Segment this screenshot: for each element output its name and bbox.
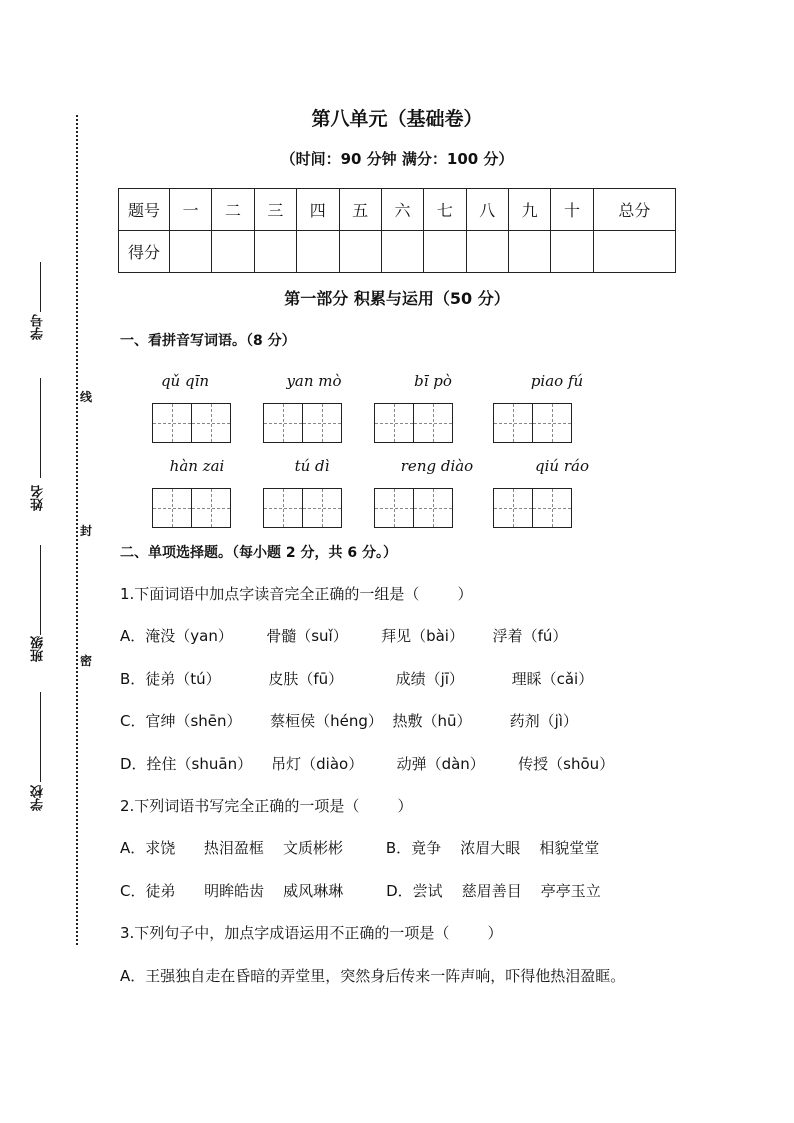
table-cell: 九 (509, 189, 551, 231)
table-cell: 二 (212, 189, 254, 231)
question-line: 3.下列句子中，加点字成语运用不正确的一项是（ ） (120, 924, 503, 942)
writing-grid[interactable] (263, 403, 342, 443)
cut-mark-secret: 密 (80, 654, 93, 668)
score-table (118, 188, 676, 273)
table-cell: 一 (170, 189, 212, 231)
writing-grid[interactable] (374, 403, 453, 443)
table-cell: 三 (254, 189, 296, 231)
score-row (119, 231, 676, 273)
table-cell: 总分 (593, 189, 675, 231)
writing-grid[interactable] (374, 488, 453, 528)
table-cell: 五 (339, 189, 381, 231)
table-cell: 得分 (119, 231, 170, 273)
school-blank (40, 692, 41, 782)
pinyin-label: piao fú (530, 372, 584, 390)
writing-grid[interactable] (152, 488, 231, 528)
table-cell: 题号 (119, 189, 170, 231)
score-cell[interactable] (424, 231, 466, 273)
cut-mark-seal: 封 (80, 524, 93, 538)
question-2-heading: 二、单项选择题。（每小题 2 分，共 6 分。） (120, 545, 397, 561)
question-line: 1.下面词语中加点字读音完全正确的一组是（ ） (120, 585, 473, 603)
score-cell[interactable] (593, 231, 675, 273)
class-label: 班级 (31, 636, 46, 662)
cut-mark-line: 线 (80, 390, 93, 404)
pinyin-label: tú dì (294, 457, 330, 475)
pinyin-label: reng diào (400, 457, 474, 475)
writing-grid[interactable] (152, 403, 231, 443)
table-cell: 八 (466, 189, 508, 231)
score-cell[interactable] (381, 231, 423, 273)
writing-grid[interactable] (263, 488, 342, 528)
table-cell: 七 (424, 189, 466, 231)
question-number-row (119, 189, 676, 231)
question-1-heading: 一、看拼音写词语。（8 分） (120, 333, 296, 349)
option-line: A．求饶 热泪盈框 文质彬彬 B．竟争 浓眉大眼 相貌堂堂 (120, 839, 600, 857)
student-id-label: 学号 (31, 314, 46, 340)
school-label: 学校 (31, 785, 46, 811)
option-line: C．徒弟 明眸皓齿 威风琳琳 D．尝试 慈眉善目 亭亭玉立 (120, 882, 601, 900)
name-blank (40, 378, 41, 478)
table-cell: 四 (297, 189, 339, 231)
pinyin-label: bī pò (414, 372, 452, 390)
pinyin-label: yan mò (286, 372, 342, 390)
option-line: B．徒弟（tú） 皮肤（fū） 成绩（jī） 理睬（cǎi） (120, 670, 594, 688)
score-cell[interactable] (170, 231, 212, 273)
score-cell[interactable] (212, 231, 254, 273)
pinyin-label: qiú ráo (535, 457, 589, 475)
pinyin-label: qǔ qīn (160, 372, 210, 390)
score-cell[interactable] (551, 231, 593, 273)
option-line: A．王强独自走在昏暗的弄堂里，突然身后传来一阵声响，吓得他热泪盈眶。 (120, 967, 626, 985)
option-line: D．拴住（shuān） 吊灯（diào） 动弹（dàn） 传授（shōu） (120, 755, 615, 773)
writing-grid[interactable] (493, 403, 572, 443)
pinyin-label: hàn zai (169, 457, 225, 475)
exam-time-score: （时间：90 分钟 满分：100 分） (280, 150, 514, 168)
question-line: 2.下列词语书写完全正确的一项是（ ） (120, 797, 413, 815)
score-cell[interactable] (297, 231, 339, 273)
table-cell: 六 (381, 189, 423, 231)
score-cell[interactable] (509, 231, 551, 273)
class-blank (40, 545, 41, 635)
binding-dotted-line (76, 115, 78, 945)
score-cell[interactable] (339, 231, 381, 273)
page-title: 第八单元（基础卷） (311, 108, 483, 130)
part-one-title: 第一部分 积累与运用（50 分） (284, 289, 510, 308)
option-line: A．淹没（yan） 骨髓（suǐ） 拜见（bài） 浮着（fú） (120, 627, 568, 645)
name-label: 姓名 (31, 485, 46, 511)
table-cell: 十 (551, 189, 593, 231)
option-line: C．官绅（shēn） 蔡桓侯（héng） 热敷（hū） 药剂（jì） (120, 712, 578, 730)
score-cell[interactable] (466, 231, 508, 273)
score-cell[interactable] (254, 231, 296, 273)
writing-grid[interactable] (493, 488, 572, 528)
